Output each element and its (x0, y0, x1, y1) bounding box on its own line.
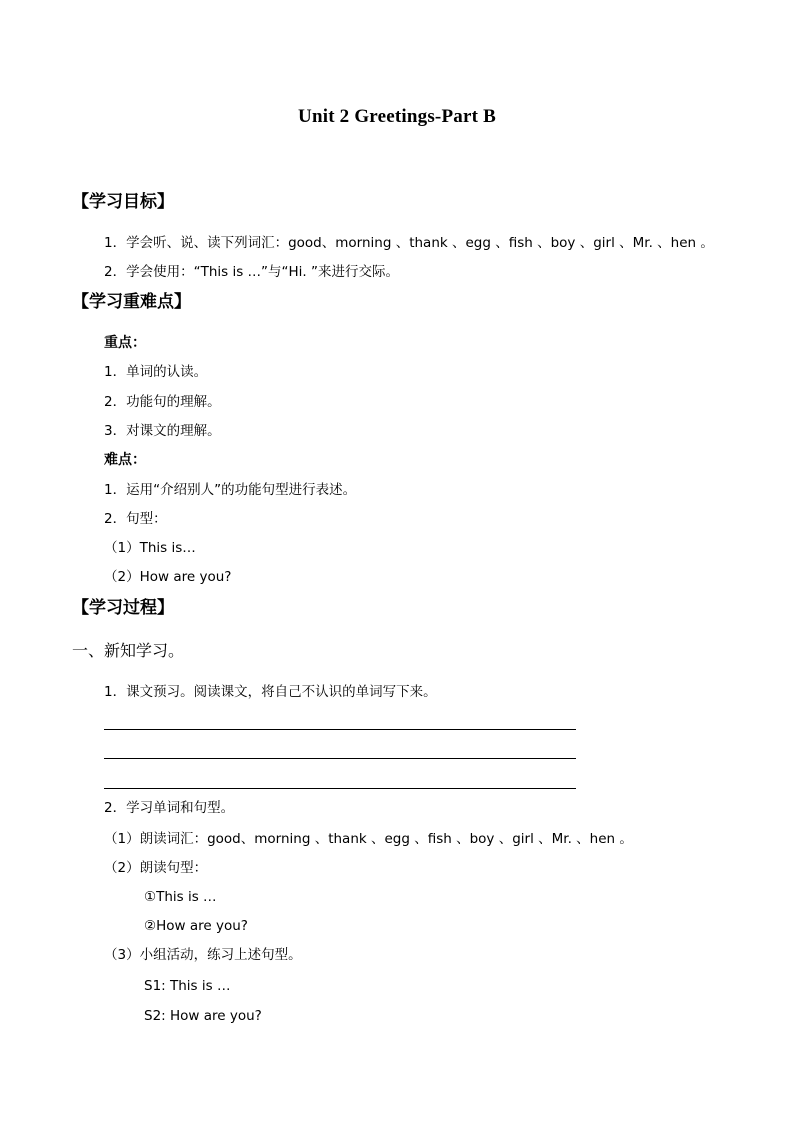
sentence-item: ②How are you? (144, 918, 248, 934)
key-label: 重点： (104, 335, 146, 351)
sub-group-activity: （3）小组活动，练习上述句型。 (104, 947, 302, 963)
key-item: 3．对课文的理解。 (104, 423, 221, 439)
process-heading: 【学习过程】 (72, 598, 174, 618)
answer-line (104, 729, 576, 730)
sentence-item: ①This is … (144, 889, 217, 905)
step-vocabulary: 2．学习单词和句型。 (104, 800, 235, 816)
difficult-item: 2．句型： (104, 511, 167, 527)
step-preview: 1．课文预习。阅读课文，将自己不认识的单词写下来。 (104, 684, 437, 700)
section-new-knowledge: 一、新知学习。 (72, 641, 185, 660)
difficult-item: 1．运用“介绍别人”的功能句型进行表述。 (104, 482, 357, 498)
answer-line (104, 788, 576, 789)
dialog-line: S2: How are you? (144, 1008, 262, 1024)
key-points-heading: 【学习重难点】 (72, 292, 191, 312)
key-item: 2．功能句的理解。 (104, 394, 221, 410)
objective-item: 2．学会使用：“This is …”与“Hi. ”来进行交际。 (104, 264, 400, 280)
objective-item: 1．学会听、说、读下列词汇：good、morning 、thank 、egg 、fish 、boy 、girl 、Mr. 、hen 。 (104, 235, 714, 251)
difficult-item: （1）This is… (104, 540, 196, 556)
sub-read-words: （1）朗读词汇：good、morning 、thank 、egg 、fish 、boy 、girl 、Mr. 、hen 。 (104, 831, 633, 847)
objectives-heading: 【学习目标】 (72, 192, 174, 212)
dialog-line: S1: This is … (144, 978, 231, 994)
difficult-label: 难点： (104, 452, 146, 468)
difficult-item: （2）How are you? (104, 569, 232, 585)
answer-line (104, 758, 576, 759)
document-title: Unit 2 Greetings-Part B (298, 106, 496, 127)
key-item: 1．单词的认读。 (104, 364, 208, 380)
sub-read-sentences: （2）朗读句型： (104, 860, 208, 876)
